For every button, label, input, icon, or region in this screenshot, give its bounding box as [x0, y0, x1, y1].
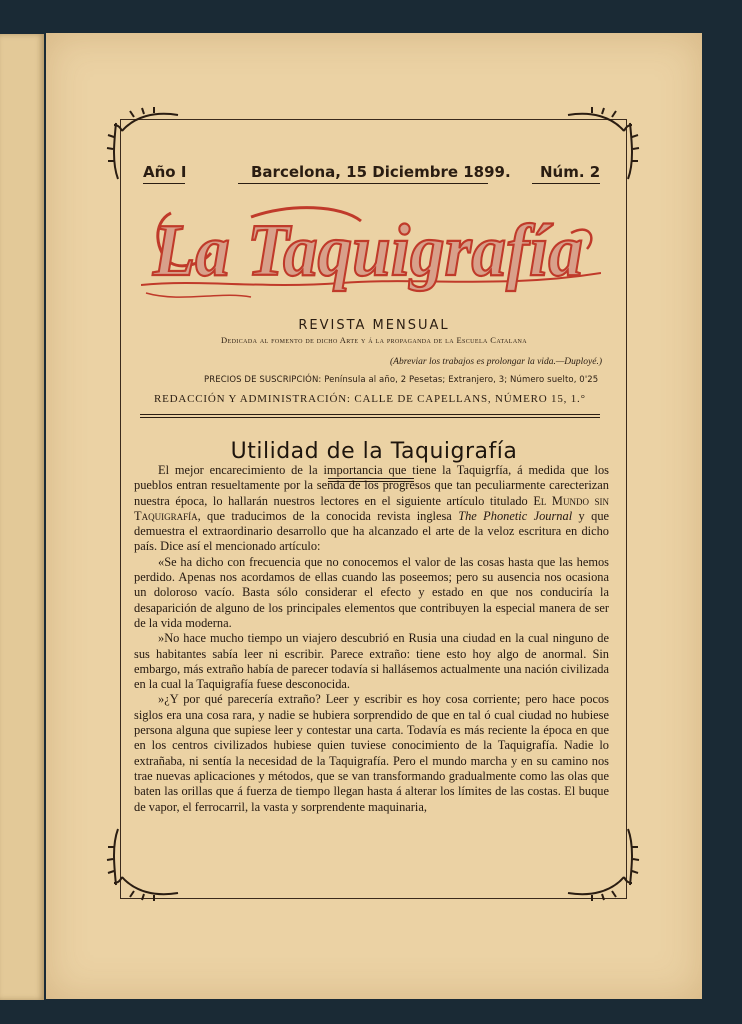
header-rule-right: [532, 183, 600, 184]
dedication: Dedicada al fomento de dicho Arte y á la propaganda de la Escuela Catalana: [220, 335, 528, 345]
previous-page-edge: [0, 34, 44, 1000]
paragraph-2: «Se ha dicho con frecuencia que no conocemos el valor de las cosas hasta que las hemos perdido. Apenas nos acordamos de ellas cuando las poseemos; pero su ausencia nos ocasiona un doloroso vacío. Basta sólo considerar el efecto y estado en que nos conduciría la desaparición de alguno de los principales elementos que contribuyen la especial manera de ser de la vida moderna.: [134, 554, 609, 630]
article-reference: El Mundo sin Taquigrafía: [134, 493, 610, 523]
journal-name: The Phonetic Journal: [458, 508, 573, 523]
article-body: [134, 463, 609, 815]
masthead-logo: [141, 193, 601, 313]
magazine-page: [46, 33, 702, 999]
issue-year: Año I: [143, 163, 187, 181]
issue-number: Núm. 2: [540, 163, 601, 181]
subtitle: REVISTA MENSUAL: [298, 318, 450, 333]
address-rule-1: [140, 414, 600, 415]
flourish-bottom-right-icon: [562, 825, 642, 905]
editorial-address: REDACCIÓN Y ADMINISTRACIÓN: CALLE DE CAPELLANS, NÚMERO 15, 1.°: [154, 393, 586, 405]
header-rule-left: [143, 183, 185, 184]
article-title: Utilidad de la Taquigrafía: [230, 439, 518, 464]
masthead-title: La Taquigrafía: [152, 210, 583, 292]
paragraph-1: El mejor encarecimiento de la importancia que tiene la Taquigrfía, á medida que los pueblos entran resueltamente por la senda de los progresos que tan peculiarmente carecterizan nuestra época, lo hallarán nuestros lectores en el siguiente artículo titulado El Mundo sin Taquigrafía, que traducimos de la conocida revista inglesa The Phonetic Journal y que demuestra el extraordinario desarrollo que ha alcanzado el arte de la veloz escritura en dicho país. Dice así el mencionado artículo:: [134, 463, 610, 554]
motto: (Abreviar los trabajos es prolongar la vida.—Duployé.): [390, 357, 602, 367]
flourish-bottom-left-icon: [104, 825, 184, 905]
header-rule-center: [238, 183, 488, 184]
subscription-prices: PRECIOS DE SUSCRIPCIÓN: Península al año, 2 Pesetas; Extranjero, 3; Número suelto, 0'25: [204, 375, 599, 385]
paragraph-4: »¿Y por qué parecería extraño? Leer y escribir es hoy cosa corriente; pero hace pocos siglos era una cosa rara, y nadie se hubiera sorprendido de que en tal ó cual ciudad no hubiese persona alguna que supiese leer y contestar una carta. Todavía es más reciente la época en que en los centros civilizados hubiese quien tuviese conocimiento de la Taquigrafía. Nadie lo extrañaba, ni sentía la necesidad de la Taquigrafía. Pero el mundo marcha y en su camino nos trae nuevas aplicaciones y métodos, que se van transformando gradualmente como las olas que baten las orillas que á fuerza de tiempo llegan hasta á alterar los límites de las costas. El buque de vapor, el ferrocarril, la vasta y sorprendente maquinaria,: [134, 692, 609, 814]
issue-date: Barcelona, 15 Diciembre 1899.: [251, 163, 511, 181]
paragraph-3: »No hace mucho tiempo un viajero descubrió en Rusia una ciudad en la cual ninguno de sus habitantes sabía leer ni escribir. Parece extraño: tiene esto hoy algo de anormal. Sin embargo, más extraño había de parecer todavía si hallásemos actualmente una nación civilizada en la cual la Taquigrafía fuese desconocida.: [134, 631, 609, 692]
address-rule-2: [140, 417, 600, 418]
